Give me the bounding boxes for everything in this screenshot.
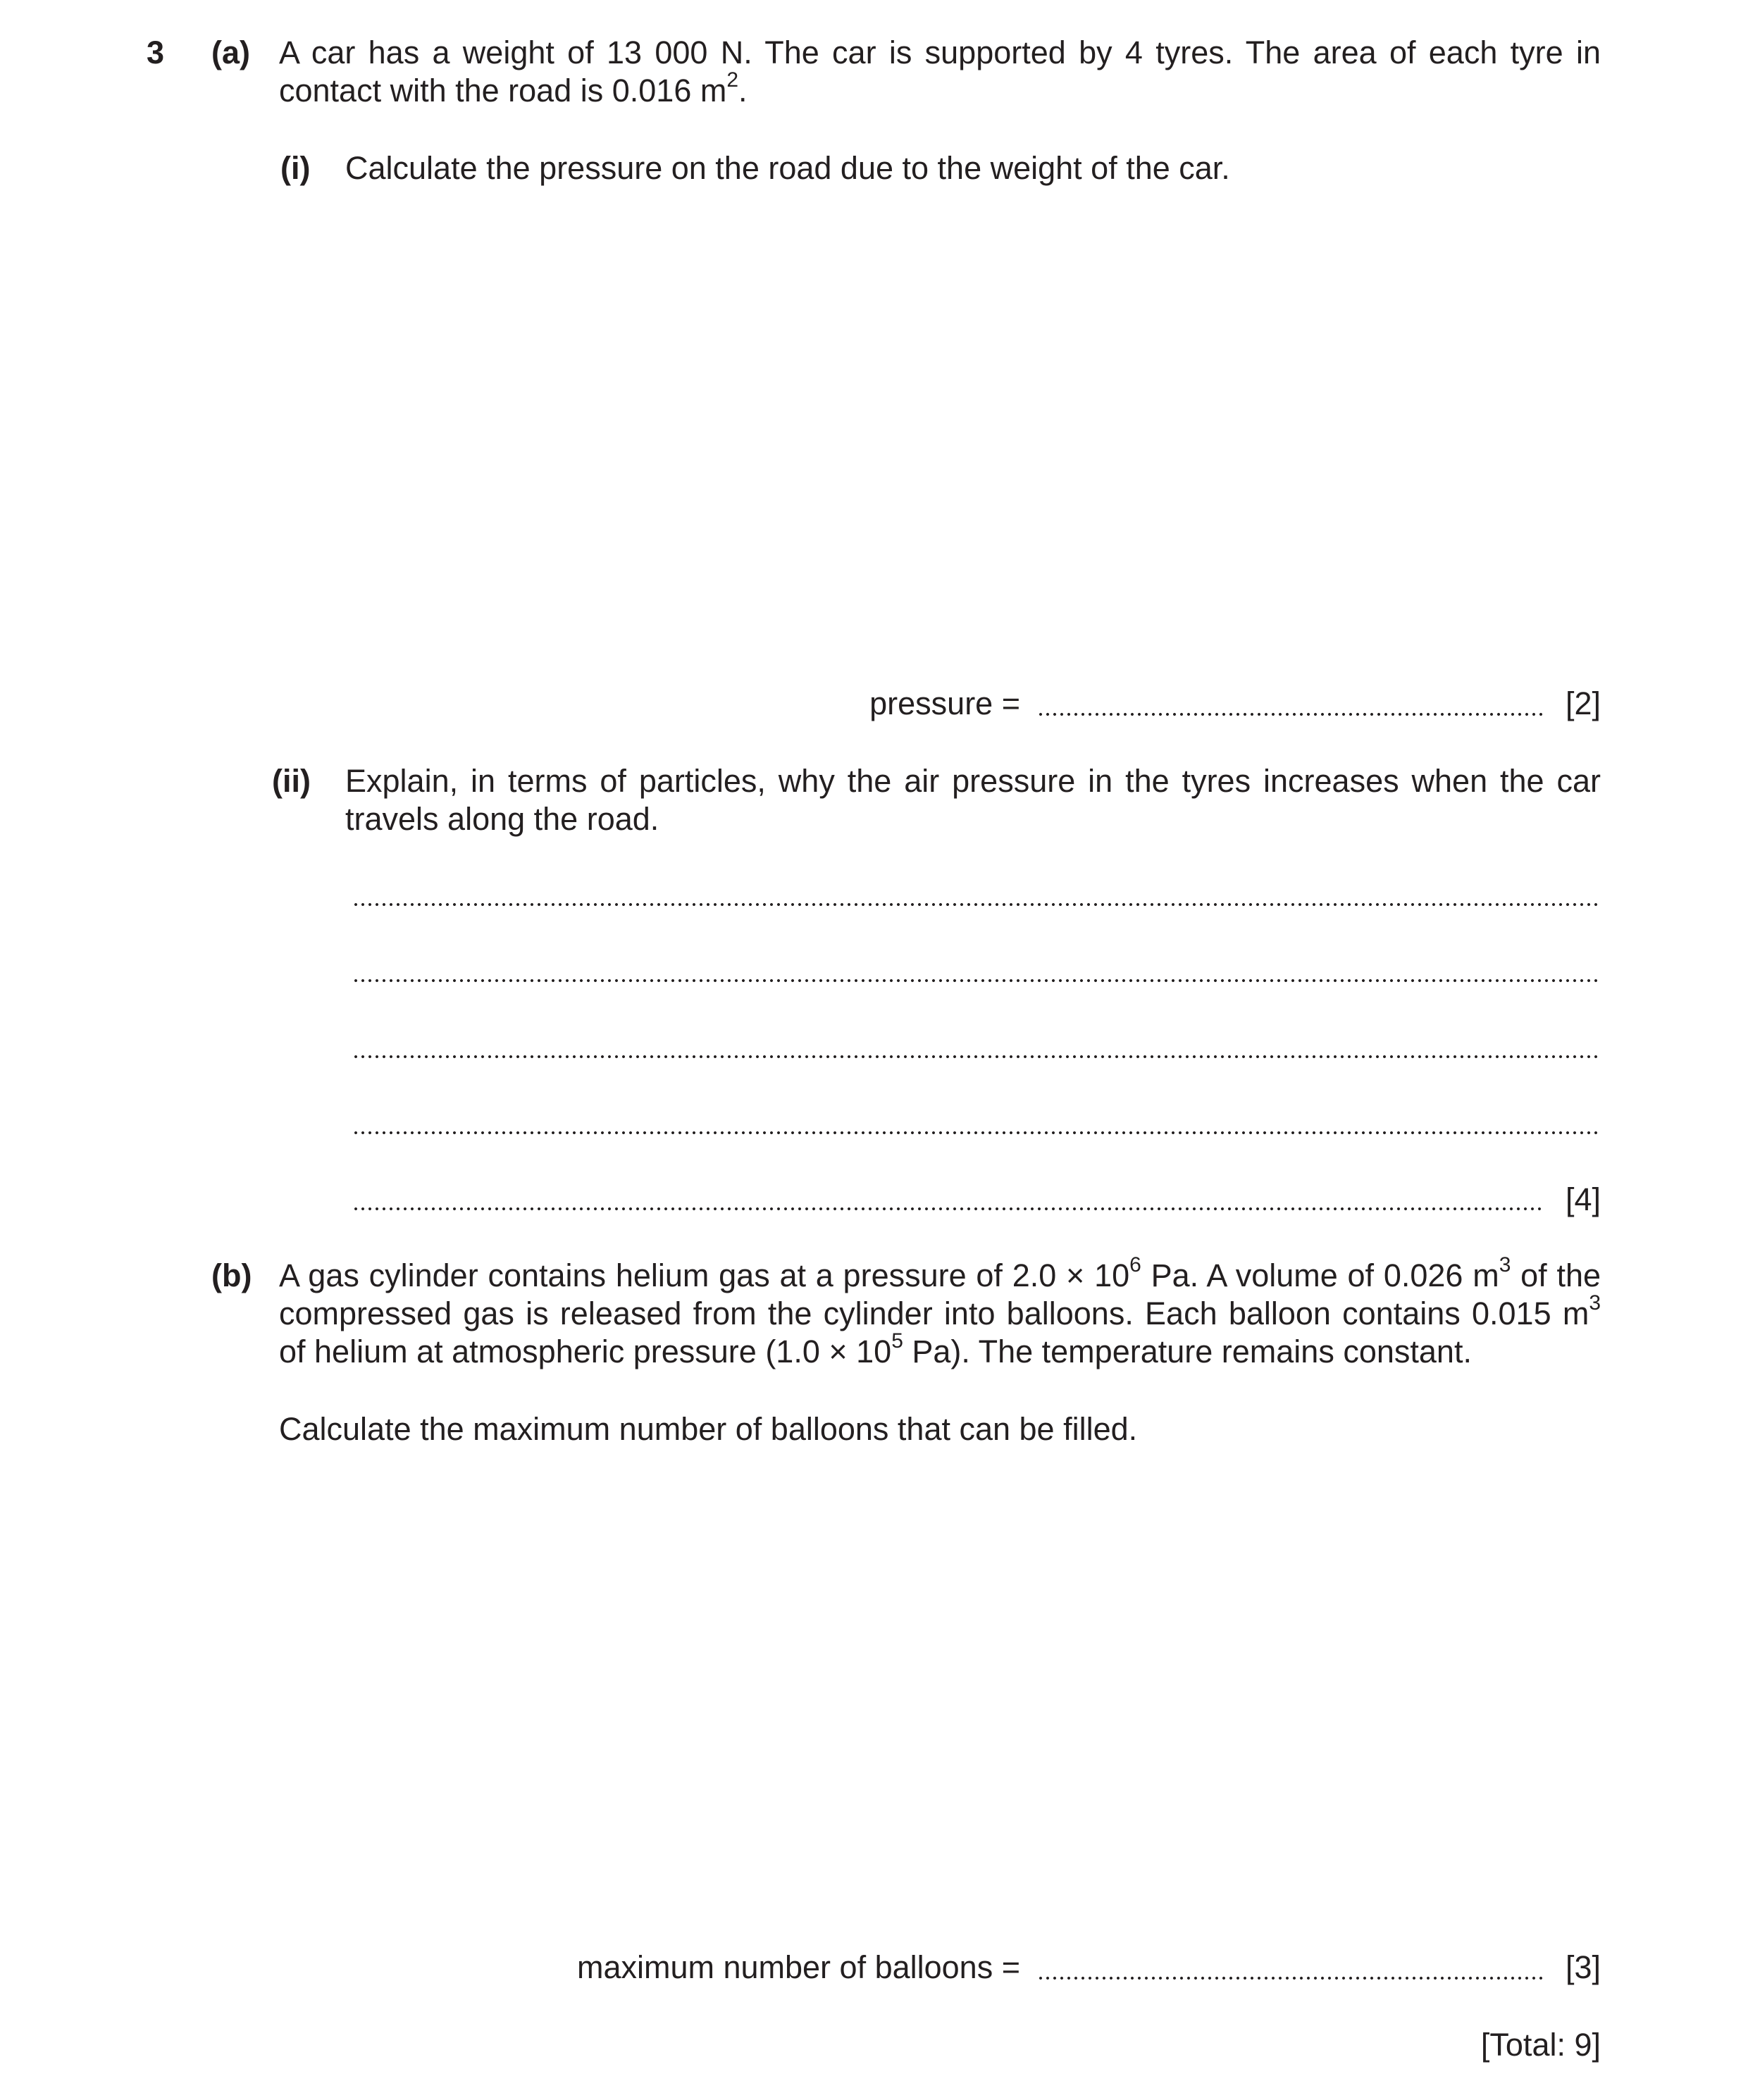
pressure-answer-label: pressure = [869,685,1020,721]
answer-line-5[interactable] [352,1207,1543,1210]
part-b-text-line3: of helium at atmospheric pressure ($1.0 \times 10^5$ Pa). The temperature remains constant. [279,1329,1472,1369]
answer-line-3[interactable] [352,1055,1601,1058]
part-a-label: (a) [211,35,250,70]
marks-b: [3] [1565,1949,1601,1985]
sub-ii-label: (ii) [272,763,311,799]
marks-a-ii: [4] [1565,1181,1601,1217]
sub-ii-text-line1: Explain, in terms of particles, why the air pressure in the tyres increases when the car [345,763,1601,799]
answer-line-2[interactable] [352,979,1601,982]
sub-i-label: (i) [280,150,311,186]
marks-a-i: [2] [1565,685,1601,721]
balloons-answer-line[interactable] [1037,1977,1546,1980]
part-b-label: (b) [211,1257,252,1293]
part-a-text-line1: A car has a weight of 13 000 N. The car is supported by 4 tyres. The area of each tyre in [279,35,1601,70]
part-b-text-line1: A gas cylinder contains helium gas at a pressure of $2.0 \times 10^6$ Pa. A volume of 0.026 $m^3$ of the [279,1253,1601,1293]
answer-line-1[interactable] [352,903,1601,906]
balloons-answer-label: maximum number of balloons = [576,1949,1020,1985]
part-b-text-line2: compressed gas is released from the cylinder into balloons. Each balloon contains 0.015 $m^3$ [279,1291,1601,1331]
sub-i-text: Calculate the pressure on the road due to the weight of the car. [345,150,1230,186]
part-b-instruction: Calculate the maximum number of balloons that can be filled. [279,1411,1138,1447]
answer-line-4[interactable] [352,1131,1601,1134]
question-number: 3 [147,35,165,70]
total-marks: [Total: 9] [1480,2027,1601,2063]
pressure-answer-line[interactable] [1037,713,1546,716]
sub-ii-text-line2: travels along the road. [345,801,659,837]
part-a-text-line2: contact with the road is 0.016 $m^2$. [279,68,748,108]
